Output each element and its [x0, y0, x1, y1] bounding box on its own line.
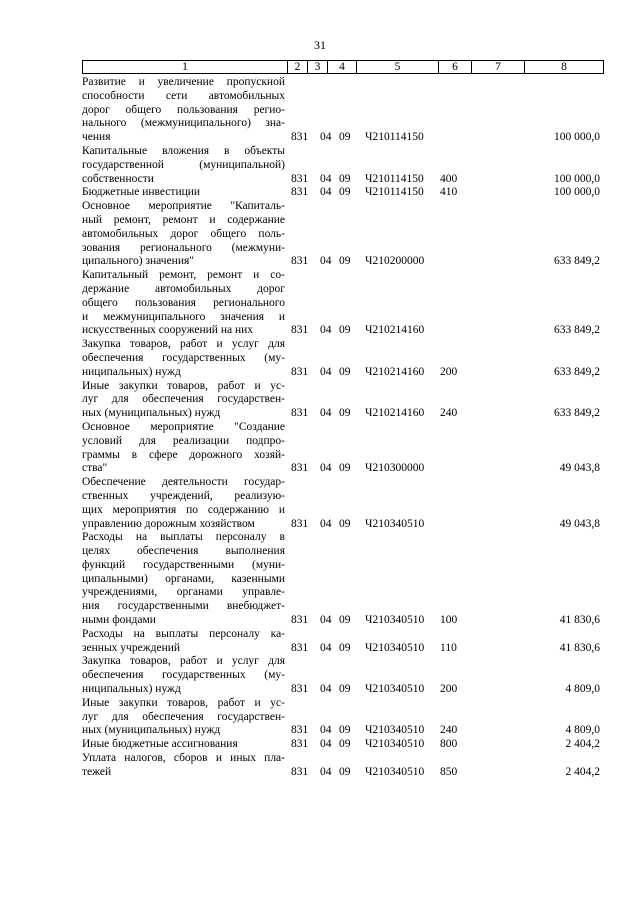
table-row: [82, 738, 604, 752]
description-line: общего пользования регионального: [82, 296, 285, 309]
table-row: [82, 628, 604, 656]
description-line: ния государственными внебюджет-: [82, 600, 285, 613]
header-col-2: 2: [287, 61, 307, 73]
subsection-code: 09: [339, 172, 351, 185]
row-description: [82, 531, 285, 628]
grbs-code: 831: [291, 365, 309, 378]
subsection-code: 09: [339, 324, 351, 337]
section-code: 04: [320, 724, 332, 737]
row-description: [82, 628, 285, 656]
description-line: искусственных сооружений на них: [82, 324, 254, 337]
expense-type-code: 200: [440, 683, 458, 696]
subsection-code: 09: [339, 614, 351, 627]
target-article-code: Ч210340510: [365, 724, 425, 737]
description-line: Закупка товаров, работ и услуг для: [82, 655, 285, 668]
description-line: Капитальный ремонт, ремонт и со-: [82, 269, 285, 282]
table-row: [82, 338, 604, 379]
description-line: щих мероприятия по содержанию и: [82, 503, 285, 516]
amount-value: 633 849,2: [554, 255, 600, 268]
table-row: [82, 655, 604, 696]
description-line: обеспечения государственных (му-: [82, 351, 285, 364]
grbs-code: 831: [291, 765, 309, 778]
target-article-code: Ч210340510: [365, 641, 425, 654]
grbs-code: 831: [291, 172, 309, 185]
grbs-code: 831: [291, 186, 309, 199]
description-line: ства": [82, 462, 108, 475]
amount-value: 4 809,0: [565, 683, 600, 696]
section-code: 04: [320, 186, 332, 199]
description-line: Закупка товаров, работ и услуг для: [82, 338, 285, 351]
description-line: зенных учреждений: [82, 641, 181, 654]
description-line: условий для реализации подпро-: [82, 434, 285, 447]
table-row: [82, 752, 604, 780]
target-article-code: Ч210214160: [365, 324, 425, 337]
expense-type-code: 240: [440, 407, 458, 420]
subsection-code: 09: [339, 765, 351, 778]
description-line: ных (муниципальных) нужд: [82, 407, 221, 420]
table-row: [82, 145, 604, 186]
description-line: Расходы на выплаты персоналу в: [82, 531, 285, 544]
header-col-3: 3: [307, 61, 327, 73]
amount-value: 49 043,8: [559, 517, 600, 530]
description-line: автомобильных дорог общего поль-: [82, 227, 285, 240]
subsection-code: 09: [339, 365, 351, 378]
description-line: функций государственными (муни-: [82, 558, 285, 571]
row-description: [82, 738, 285, 752]
section-code: 04: [320, 131, 332, 144]
subsection-code: 09: [339, 462, 351, 475]
expense-type-code: 400: [440, 172, 458, 185]
grbs-code: 831: [291, 462, 309, 475]
table-row: [82, 531, 604, 628]
target-article-code: Ч210114150: [365, 186, 424, 199]
table-row: [82, 269, 604, 338]
section-code: 04: [320, 738, 332, 751]
row-description: [82, 200, 285, 269]
row-description: [82, 421, 285, 476]
description-line: ственных учреждений, реализую-: [82, 489, 285, 502]
expense-type-code: 100: [440, 614, 458, 627]
subsection-code: 09: [339, 407, 351, 420]
description-line: Уплата налогов, сборов и иных пла-: [82, 752, 285, 765]
amount-value: 4 809,0: [565, 724, 600, 737]
expense-type-code: 240: [440, 724, 458, 737]
row-description: [82, 752, 285, 780]
amount-value: 2 404,2: [565, 738, 600, 751]
subsection-code: 09: [339, 724, 351, 737]
description-line: управлению дорожным хозяйством: [82, 517, 255, 530]
description-line: ных (муниципальных) нужд: [82, 724, 221, 737]
description-line: ципального) значения": [82, 255, 194, 268]
description-line: ниципальных) нужд: [82, 683, 181, 696]
grbs-code: 831: [291, 683, 309, 696]
target-article-code: Ч210340510: [365, 765, 425, 778]
header-col-6: 6: [438, 61, 471, 73]
description-line: способности сети автомобильных: [82, 89, 285, 102]
grbs-code: 831: [291, 724, 309, 737]
description-line: государственной (муниципальной): [82, 158, 285, 171]
description-line: ниципальных) нужд: [82, 365, 181, 378]
target-article-code: Ч210340510: [365, 614, 425, 627]
header-col-4: 4: [327, 61, 356, 73]
section-code: 04: [320, 324, 332, 337]
budget-table-body: [82, 76, 604, 780]
grbs-code: 831: [291, 255, 309, 268]
description-line: дорог общего пользования регио-: [82, 103, 285, 116]
grbs-code: 831: [291, 407, 309, 420]
row-description: [82, 380, 285, 421]
header-col-7: 7: [471, 61, 524, 73]
section-code: 04: [320, 462, 332, 475]
amount-value: 41 830,6: [559, 614, 600, 627]
expense-type-code: 200: [440, 365, 458, 378]
section-code: 04: [320, 614, 332, 627]
table-row: [82, 421, 604, 476]
row-description: [82, 476, 285, 531]
expense-type-code: 800: [440, 738, 458, 751]
amount-value: 41 830,6: [559, 641, 600, 654]
section-code: 04: [320, 255, 332, 268]
description-line: и межмуниципального значения и: [82, 310, 285, 323]
description-line: луг для обеспечения государствен-: [82, 710, 285, 723]
table-header-row: [82, 60, 604, 74]
target-article-code: Ч210214160: [365, 365, 425, 378]
section-code: 04: [320, 683, 332, 696]
description-line: обеспечения государственных (му-: [82, 669, 285, 682]
header-col-1: 1: [182, 61, 188, 73]
description-line: Основное мероприятие "Создание: [82, 420, 285, 433]
table-row: [82, 186, 604, 200]
table-row: [82, 200, 604, 269]
grbs-code: 831: [291, 131, 309, 144]
description-line: ный ремонт, ремонт и содержание: [82, 213, 285, 226]
target-article-code: Ч210114150: [365, 172, 424, 185]
target-article-code: Ч210114150: [365, 131, 424, 144]
header-col-5: 5: [356, 61, 438, 73]
grbs-code: 831: [291, 324, 309, 337]
description-line: нального (межмуниципального) зна-: [82, 117, 285, 130]
target-article-code: Ч210340510: [365, 683, 425, 696]
description-line: луг для обеспечения государствен-: [82, 393, 285, 406]
row-description: [82, 145, 285, 186]
grbs-code: 831: [291, 517, 309, 530]
row-description: [82, 655, 285, 696]
description-line: Бюджетные инвестиции: [82, 186, 201, 199]
amount-value: 100 000,0: [554, 131, 600, 144]
amount-value: 2 404,2: [565, 765, 600, 778]
subsection-code: 09: [339, 186, 351, 199]
amount-value: 633 849,2: [554, 407, 600, 420]
row-description: [82, 76, 285, 145]
description-line: Иные закупки товаров, работ и ус-: [82, 379, 285, 392]
description-line: зования регионального (межмуни-: [82, 241, 285, 254]
description-line: Иные бюджетные ассигнования: [82, 738, 238, 751]
target-article-code: Ч210340510: [365, 517, 425, 530]
description-line: Обеспечение деятельности государ-: [82, 476, 285, 489]
section-code: 04: [320, 172, 332, 185]
subsection-code: 09: [339, 683, 351, 696]
section-code: 04: [320, 641, 332, 654]
amount-value: 100 000,0: [554, 186, 600, 199]
expense-type-code: 410: [440, 186, 458, 199]
subsection-code: 09: [339, 641, 351, 654]
amount-value: 633 849,2: [554, 324, 600, 337]
section-code: 04: [320, 407, 332, 420]
description-line: Иные закупки товаров, работ и ус-: [82, 696, 285, 709]
subsection-code: 09: [339, 255, 351, 268]
description-line: ципальными) органами, казенными: [82, 572, 285, 585]
table-row: [82, 380, 604, 421]
grbs-code: 831: [291, 738, 309, 751]
page-number: 31: [314, 38, 326, 52]
section-code: 04: [320, 517, 332, 530]
description-line: тежей: [82, 765, 112, 778]
table-row: [82, 76, 604, 145]
amount-value: 49 043,8: [559, 462, 600, 475]
description-line: целях обеспечения выполнения: [82, 545, 285, 558]
target-article-code: Ч210214160: [365, 407, 425, 420]
section-code: 04: [320, 765, 332, 778]
description-line: держание автомобильных дорог: [82, 282, 285, 295]
header-col-8: 8: [524, 61, 603, 73]
table-row: [82, 697, 604, 738]
row-description: [82, 186, 285, 200]
grbs-code: 831: [291, 641, 309, 654]
subsection-code: 09: [339, 517, 351, 530]
description-line: граммы в сфере дорожного хозяй-: [82, 448, 285, 461]
amount-value: 633 849,2: [554, 365, 600, 378]
target-article-code: Ч210200000: [365, 255, 425, 268]
amount-value: 100 000,0: [554, 172, 600, 185]
description-line: Расходы на выплаты персоналу ка-: [82, 627, 285, 640]
description-line: чения: [82, 131, 111, 144]
grbs-code: 831: [291, 614, 309, 627]
row-description: [82, 269, 285, 338]
description-line: собственности: [82, 172, 154, 185]
table-row: [82, 476, 604, 531]
row-description: [82, 697, 285, 738]
subsection-code: 09: [339, 131, 351, 144]
section-code: 04: [320, 365, 332, 378]
subsection-code: 09: [339, 738, 351, 751]
expense-type-code: 110: [440, 641, 457, 654]
target-article-code: Ч210300000: [365, 462, 425, 475]
row-description: [82, 338, 285, 379]
target-article-code: Ч210340510: [365, 738, 425, 751]
description-line: учреждениями, органами управле-: [82, 586, 285, 599]
expense-type-code: 850: [440, 765, 458, 778]
description-line: Основное мероприятие "Капиталь-: [82, 200, 285, 213]
description-line: ными фондами: [82, 614, 156, 627]
description-line: Капитальные вложения в объекты: [82, 144, 285, 157]
description-line: Развитие и увеличение пропускной: [82, 76, 285, 88]
